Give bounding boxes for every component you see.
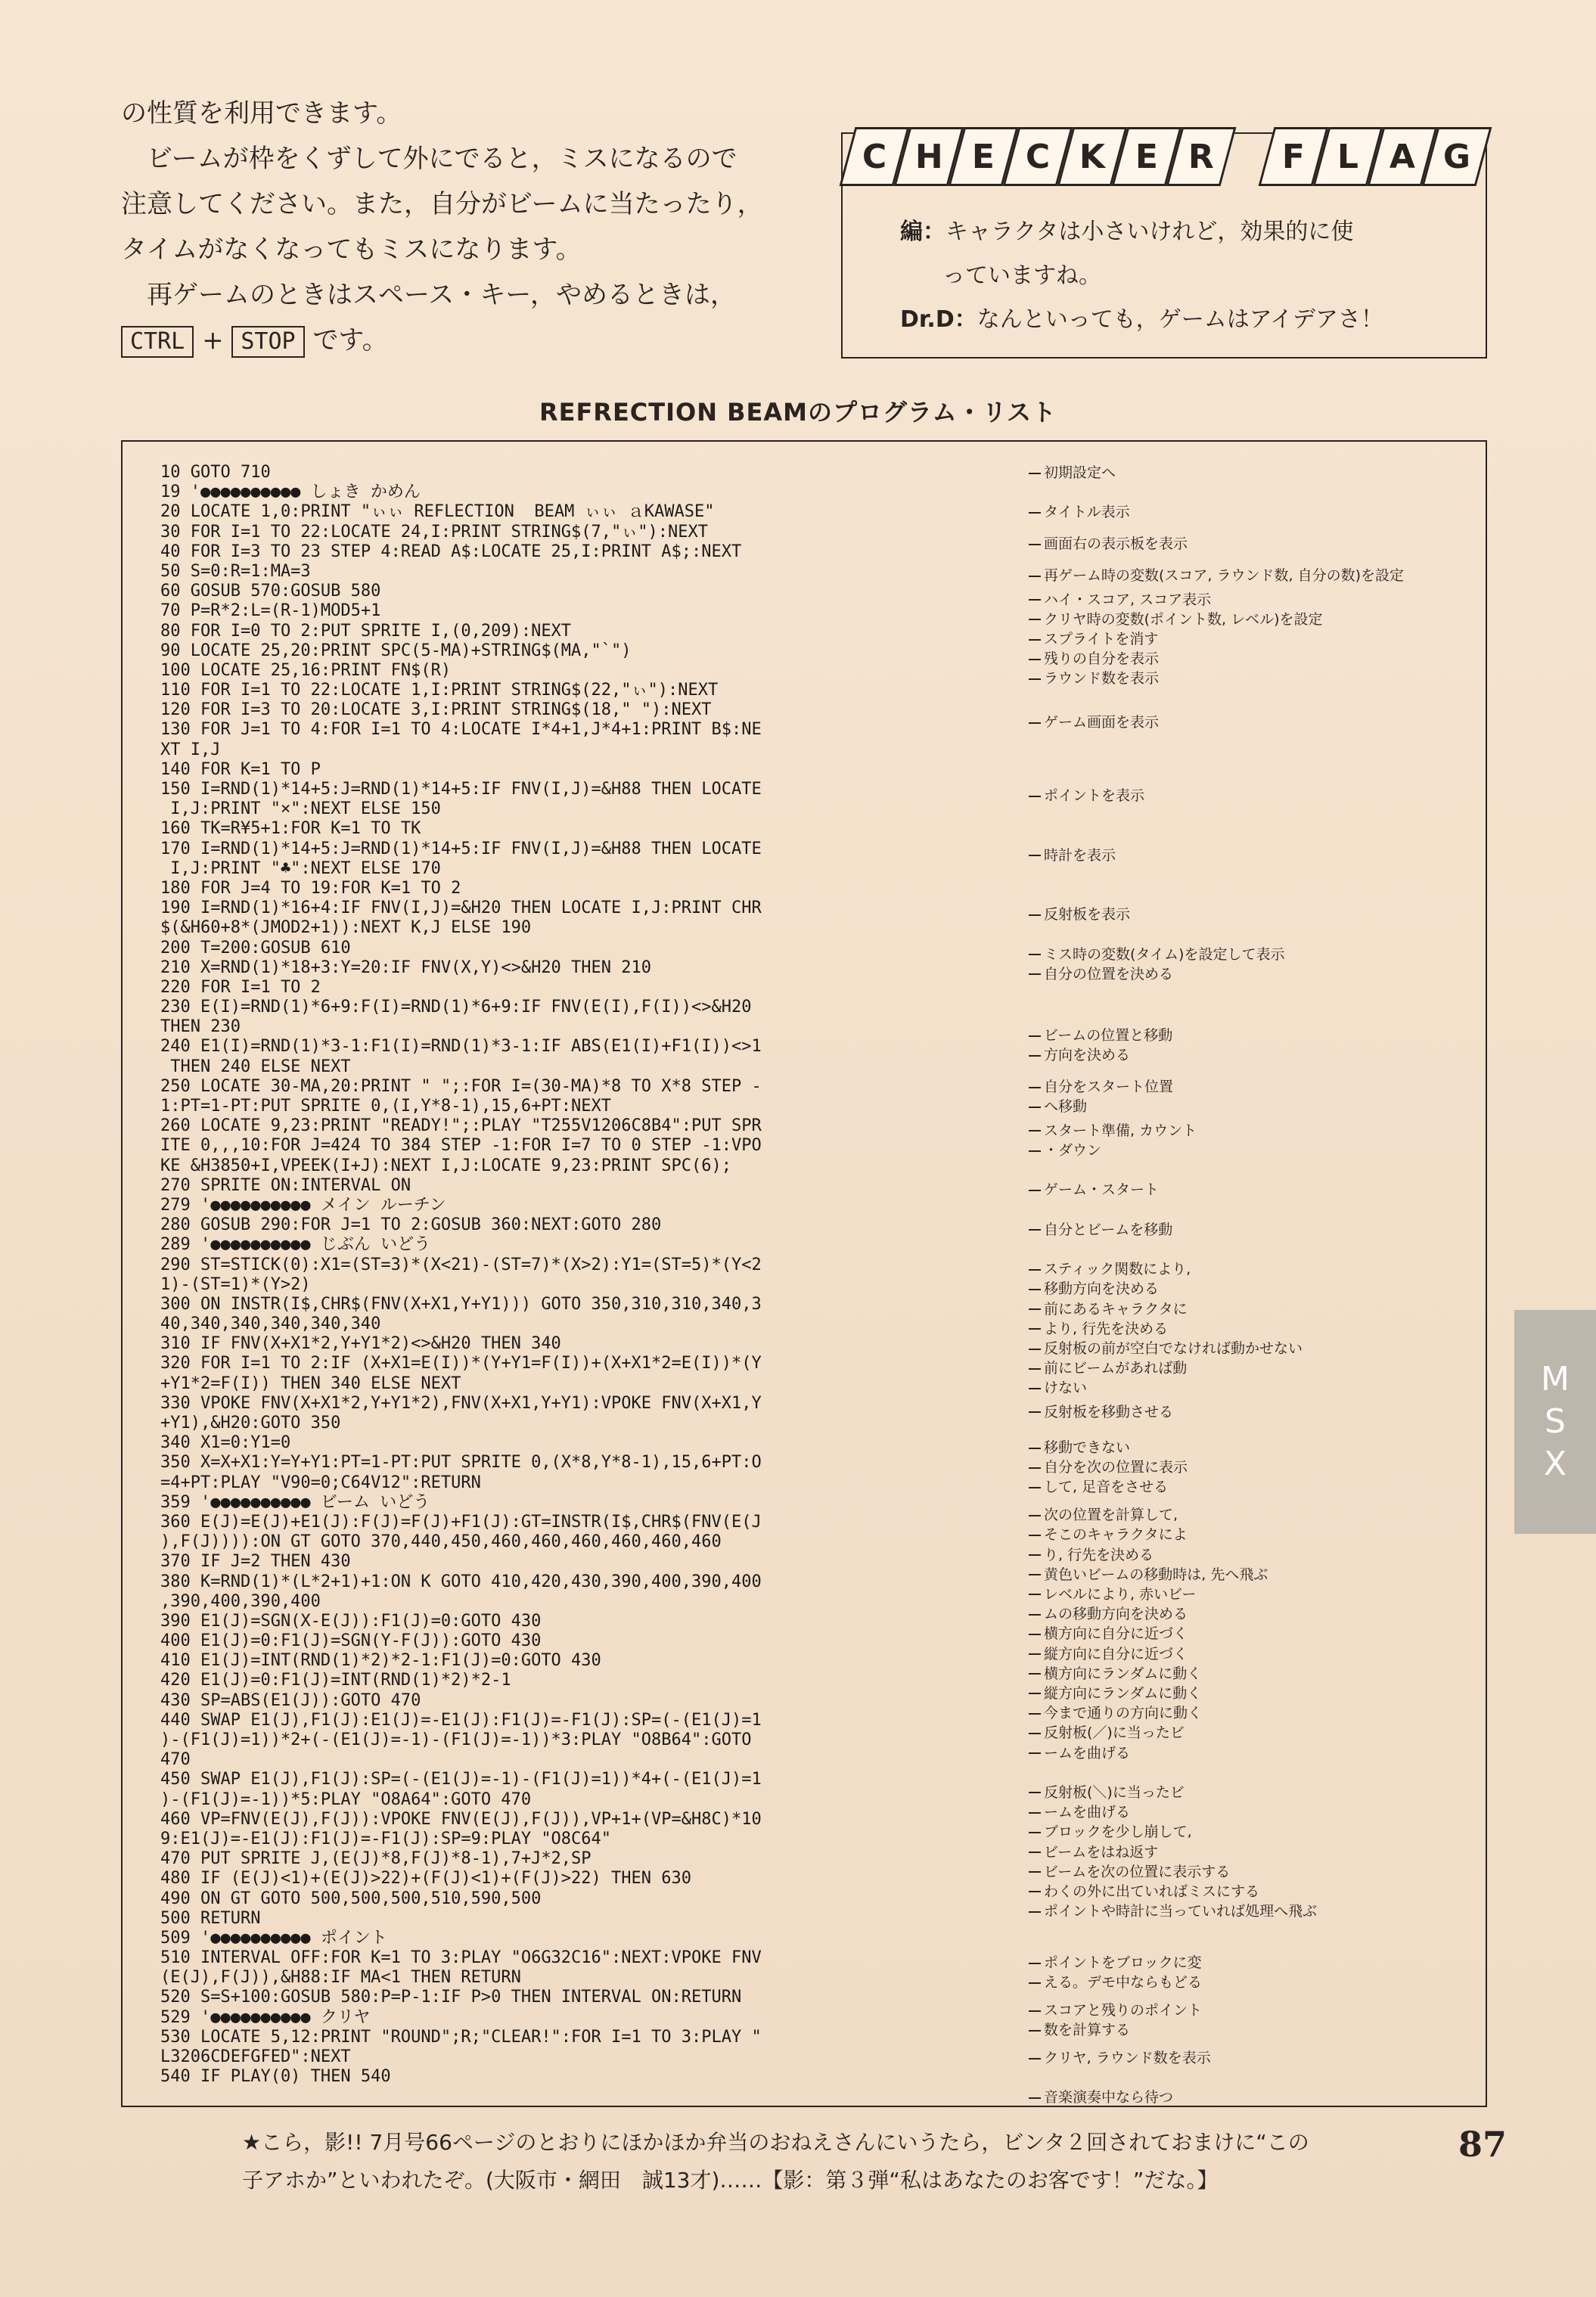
code-annotation: 再ゲーム時の変数(スコア, ラウンド数, 自分の数)を設定 xyxy=(1029,566,1404,585)
code-line: 529 '●●●●●●●●●● クリヤ xyxy=(160,2007,371,2027)
side-tab-letter: S xyxy=(1545,1402,1566,1441)
code-annotation: 残りの自分を表示 xyxy=(1029,649,1159,669)
code-line: 90 LOCATE 25,20:PRINT SPC(5-MA)+STRING$(MA,"`") xyxy=(160,641,632,660)
code-line: $(&H60+8*(JMOD2+1)):NEXT K,J ELSE 190 xyxy=(160,918,532,938)
code-line: 340 X1=0:Y1=0 xyxy=(160,1433,291,1453)
title-letter: H xyxy=(894,127,964,186)
code-annotation: 横方向に自分に近づく xyxy=(1029,1624,1188,1644)
code-line: 30 FOR I=1 TO 22:LOCATE 24,I:PRINT STRING$(7,"ぃ"):NEXT xyxy=(160,522,708,542)
code-annotation: 音楽演奏中なら待つ xyxy=(1029,2087,1173,2107)
code-line: 200 T=200:GOSUB 610 xyxy=(160,938,351,958)
title-letter: R xyxy=(1166,127,1237,186)
code-line: 509 '●●●●●●●●●● ポイント xyxy=(160,1928,387,1948)
code-line: 400 E1(J)=0:F1(J)=SGN(Y-F(J)):GOTO 430 xyxy=(160,1631,542,1651)
code-annotation: 時計を表示 xyxy=(1029,846,1116,865)
code-line: 490 ON GT GOTO 500,500,500,510,590,500 xyxy=(160,1889,542,1908)
code-line: I,J:PRINT "♣":NEXT ELSE 170 xyxy=(160,858,441,878)
code-line: 1:PT=1-PT:PUT SPRITE 0,(I,Y*8-1),15,6+PT:NEXT xyxy=(160,1097,612,1116)
code-line: 10 GOTO 710 xyxy=(160,463,271,482)
intro-line: 注意してください。また，自分がビームに当たったり， xyxy=(121,189,763,219)
code-annotation: 横方向にランダムに動く xyxy=(1029,1664,1201,1684)
code-line: 80 FOR I=0 TO 2:PUT SPRITE I,(0,209):NEXT xyxy=(160,621,572,641)
code-annotation: 移動できない xyxy=(1029,1438,1130,1457)
checker-flag-body xyxy=(900,210,1383,342)
code-annotation: 反射板(＼)に当ったビ xyxy=(1029,1783,1185,1802)
code-line: 540 IF PLAY(0) THEN 540 xyxy=(160,2067,391,2087)
intro-line: 再ゲームのときはスペース・キー，やめるときは， xyxy=(147,280,736,310)
key-instruction xyxy=(121,318,779,363)
code-annotation: ハイ・スコア, スコア表示 xyxy=(1029,590,1211,610)
code-line: 1)-(ST=1)*(Y>2) xyxy=(160,1274,311,1294)
code-annotation: 自分とビームを移動 xyxy=(1029,1220,1172,1240)
intro-text xyxy=(121,91,779,363)
code-line: 50 S=0:R=1:MA=3 xyxy=(160,561,311,581)
code-line: ITE 0,,,10:FOR J=424 TO 384 STEP -1:FOR I=7 TO 0 STEP -1:VPO xyxy=(160,1136,762,1156)
code-annotation: ブロックを少し崩して, xyxy=(1029,1822,1192,1842)
code-annotation: ポイントを表示 xyxy=(1029,786,1144,806)
reader-letter-line: ★こら，影!! 7月号66ページのとおりにほかほか弁当のおねえさんにいうたら，ビンタ２回されておまけに“この xyxy=(242,2130,1309,2155)
code-line: 289 '●●●●●●●●●● じぶん いどう xyxy=(160,1235,431,1255)
code-annotation: ポイントや時計に当っていれば処理へ飛ぶ xyxy=(1029,1901,1317,1921)
code-annotation: 縦方向にランダムに動く xyxy=(1029,1684,1201,1703)
code-line: 250 LOCATE 30-MA,20:PRINT " ";:FOR I=(30-MA)*8 TO X*8 STEP - xyxy=(160,1076,762,1096)
code-annotation: 今まで通りの方向に動く xyxy=(1029,1703,1202,1723)
code-annotation: そこのキャラクタによ xyxy=(1029,1525,1188,1544)
code-line: 470 PUT SPRITE J,(E(J)*8,F(J)*8-1),7+J*2,SP xyxy=(160,1849,592,1869)
title-letter: A xyxy=(1368,127,1438,186)
code-line: 160 TK=R¥5+1:FOR K=1 TO TK xyxy=(160,819,421,839)
code-line: 359 '●●●●●●●●●● ビーム いどう xyxy=(160,1492,430,1512)
code-annotation: クリヤ, ラウンド数を表示 xyxy=(1029,2048,1211,2068)
code-line: 120 FOR I=3 TO 20:LOCATE 3,I:PRINT STRING$(18," "):NEXT xyxy=(160,700,712,720)
code-line: =4+PT:PLAY "V90=0;C64V12":RETURN xyxy=(160,1473,481,1492)
code-annotation: より, 行先を決める xyxy=(1029,1319,1168,1339)
code-annotation: スティック関数により, xyxy=(1029,1259,1191,1279)
code-annotation: スタート準備, カウント xyxy=(1029,1121,1197,1141)
code-line: 100 LOCATE 25,16:PRINT FN$(R) xyxy=(160,660,452,680)
code-annotation: 前にビームがあれば動 xyxy=(1029,1358,1187,1378)
drd-label: Dr.D： xyxy=(900,306,977,333)
code-line: 310 IF FNV(X+X1*2,Y+Y1*2)<>&H20 THEN 340 xyxy=(160,1334,561,1354)
title-letter: C xyxy=(840,127,910,186)
intro-line: ビームが枠をくずして外にでると，ミスになるので xyxy=(147,144,737,174)
code-line: )-(F1(J)=-1))*5:PLAY "O8A64":GOTO 470 xyxy=(160,1789,532,1809)
code-line: +Y1),&H20:GOTO 350 xyxy=(160,1414,341,1433)
code-annotation: クリヤ時の変数(ポイント数, レベル)を設定 xyxy=(1029,610,1323,629)
code-annotation: スコアと残りのポイント xyxy=(1029,2001,1202,2020)
code-line: 230 E(I)=RND(1)*6+9:F(I)=RND(1)*6+9:IF FNV(E(I),F(I))<>&H20 xyxy=(160,998,752,1017)
code-line: THEN 230 xyxy=(160,1017,241,1037)
stop-key: STOP xyxy=(231,326,304,358)
code-annotation: へ移動 xyxy=(1029,1097,1087,1116)
program-listing xyxy=(160,463,1011,2087)
code-line: 510 INTERVAL OFF:FOR K=1 TO 3:PLAY "O6G32C16":NEXT:VPOKE FNV xyxy=(160,1948,762,1968)
code-line: 19 '●●●●●●●●●● しょき かめん xyxy=(160,483,421,502)
ctrl-key: CTRL xyxy=(121,326,194,358)
code-annotation: 次の位置を計算して, xyxy=(1029,1505,1178,1525)
code-annotation: ゲーム画面を表示 xyxy=(1029,712,1159,732)
code-line: 140 FOR K=1 TO P xyxy=(160,759,321,779)
code-line: (E(J),F(J)),&H88:IF MA<1 THEN RETURN xyxy=(160,1968,521,1988)
page-number: 87 xyxy=(1458,2124,1508,2165)
code-line: 320 FOR I=1 TO 2:IF (X+X1=E(I))*(Y+Y1=F(I))+(X+X1*2=E(I))*(Y xyxy=(160,1354,762,1374)
code-line: 240 E1(I)=RND(1)*3-1:F1(I)=RND(1)*3-1:IF ABS(E1(I)+F1(I))<>1 xyxy=(160,1037,762,1057)
code-annotation: レベルにより, 赤いビー xyxy=(1029,1585,1196,1604)
listing-title: REFRECTION BEAMのプログラム・リスト xyxy=(539,398,1057,427)
title-letter: L xyxy=(1313,127,1383,186)
code-line: 380 K=RND(1)*(L*2+1)+1:ON K GOTO 410,420,430,390,400,390,400 xyxy=(160,1572,762,1591)
code-annotation: けない xyxy=(1029,1378,1087,1398)
code-line: 450 SWAP E1(J),F1(J):SP=(-(E1(J)=-1)-(F1(J)=1))*4+(-(E1(J)=1 xyxy=(160,1770,762,1789)
reader-letter xyxy=(242,2124,1422,2199)
code-line: 300 ON INSTR(I$,CHR$(FNV(X+X1,Y+Y1))) GOTO 350,310,310,340,3 xyxy=(160,1294,762,1314)
code-line: 60 GOSUB 570:GOSUB 580 xyxy=(160,582,381,601)
code-line: 290 ST=STICK(0):X1=(ST=3)*(X<21)-(ST=7)*(X>2):Y1=(ST=5)*(Y<2 xyxy=(160,1255,762,1274)
code-annotation: スプライトを消す xyxy=(1029,629,1158,649)
code-annotation: ームを曲げる xyxy=(1029,1802,1130,1822)
code-line: )-(F1(J)=1))*2+(-(E1(J)=-1)-(F1(J)=-1))*3:PLAY "O8B64":GOTO xyxy=(160,1731,752,1749)
code-annotation: り, 行先を決める xyxy=(1029,1545,1154,1565)
code-line: 280 GOSUB 290:FOR J=1 TO 2:GOSUB 360:NEXT:GOTO 280 xyxy=(160,1215,662,1235)
title-letter: C xyxy=(1003,127,1073,186)
title-letter: K xyxy=(1057,127,1128,186)
code-line: 530 LOCATE 5,12:PRINT "ROUND";R;"CLEAR!":FOR I=1 TO 3:PLAY " xyxy=(160,2027,762,2047)
code-annotation: 移動方向を決める xyxy=(1029,1279,1159,1299)
code-annotation: して, 足音をさせる xyxy=(1029,1477,1168,1497)
code-line: 330 VPOKE FNV(X+X1*2,Y+Y1*2),FNV(X+X1,Y+Y1):VPOKE FNV(X+X1,Y xyxy=(160,1393,762,1413)
code-annotation: タイトル表示 xyxy=(1029,502,1130,522)
editor-label: 編： xyxy=(900,219,945,245)
code-line: 440 SWAP E1(J),F1(J):E1(J)=-E1(J):F1(J)=-F1(J):SP=(-(E1(J)=1 xyxy=(160,1710,762,1730)
code-annotation: ビームを次の位置に表示する xyxy=(1029,1862,1230,1882)
plus-sign: + xyxy=(202,325,224,355)
code-line: 9:E1(J)=-E1(J):F1(J)=-F1(J):SP=9:PLAY "O8C64" xyxy=(160,1829,612,1848)
code-annotation: 自分をスタート位置 xyxy=(1029,1077,1173,1097)
code-line: 520 S=S+100:GOSUB 580:P=P-1:IF P>0 THEN INTERVAL ON:RETURN xyxy=(160,1988,742,2007)
side-tab-letter: M xyxy=(1541,1360,1570,1398)
code-annotation: 自分を次の位置に表示 xyxy=(1029,1457,1188,1477)
code-line: 470 xyxy=(160,1750,191,1770)
code-annotation: ビームの位置と移動 xyxy=(1029,1026,1172,1045)
title-letter: E xyxy=(949,127,1019,186)
code-annotation: ポイントをブロックに変 xyxy=(1029,1953,1202,1973)
code-annotation: 自分の位置を決める xyxy=(1029,964,1173,984)
code-annotation: ビームをはね返す xyxy=(1029,1842,1158,1862)
code-line: 220 FOR I=1 TO 2 xyxy=(160,977,321,997)
code-line: 270 SPRITE ON:INTERVAL ON xyxy=(160,1175,411,1195)
code-annotation: ラウンド数を表示 xyxy=(1029,669,1159,688)
title-letter: G xyxy=(1422,127,1492,186)
code-line: 460 VP=FNV(E(J),F(J)):VPOKE FNV(E(J),F(J)),VP+1+(VP=&H8C)*10 xyxy=(160,1809,762,1829)
code-annotation: 反射板の前が空白でなければ動かせない xyxy=(1029,1339,1303,1358)
code-annotation: 反射板を移動させる xyxy=(1029,1402,1173,1422)
code-annotation: ームを曲げる xyxy=(1029,1743,1130,1763)
code-annotation: 画面右の表示板を表示 xyxy=(1029,534,1188,554)
code-line: 350 X=X+X1:Y=Y+Y1:PT=1-PT:PUT SPRITE 0,(X*8,Y*8-1),15,6+PT:O xyxy=(160,1453,762,1473)
code-line: 130 FOR J=1 TO 4:FOR I=1 TO 4:LOCATE I*4+1,J*4+1:PRINT B$:NE xyxy=(160,720,762,740)
code-line: 170 I=RND(1)*14+5:J=RND(1)*14+5:IF FNV(I,J)=&H88 THEN LOCATE xyxy=(160,839,762,858)
key-suffix: です。 xyxy=(312,325,388,355)
code-annotation: 方向を決める xyxy=(1029,1045,1130,1065)
code-line: 180 FOR J=4 TO 19:FOR K=1 TO 2 xyxy=(160,878,461,898)
code-annotation: 反射板を表示 xyxy=(1029,905,1130,924)
code-annotation: わくの外に出ていればミスにする xyxy=(1029,1882,1259,1901)
code-line: 480 IF (E(J)<1)+(E(J)>22)+(F(J)<1)+(F(J)>22) THEN 630 xyxy=(160,1869,691,1889)
code-annotation: 縦方向に自分に近づく xyxy=(1029,1644,1188,1664)
title-letter: F xyxy=(1259,127,1329,186)
code-line: 110 FOR I=1 TO 22:LOCATE 1,I:PRINT STRING$(22,"ぃ"):NEXT xyxy=(160,681,719,700)
title-letter: E xyxy=(1112,127,1182,186)
intro-line: タイムがなくなってもミスになります。 xyxy=(121,234,582,265)
code-annotation: ゲーム・スタート xyxy=(1029,1180,1159,1200)
intro-line: の性質を利用できます。 xyxy=(121,98,402,129)
code-annotation: ムの移動方向を決める xyxy=(1029,1604,1188,1624)
reader-letter-line: 子アホか”といわれたぞ。(大阪市・網田 誠13才)……【影：第３弾“私はあなたのお客です！”だな。】 xyxy=(242,2168,1219,2193)
code-line: 370 IF J=2 THEN 430 xyxy=(160,1552,351,1572)
code-line: 210 X=RND(1)*18+3:Y=20:IF FNV(X,Y)<>&H20 THEN 210 xyxy=(160,958,652,977)
editor-comment-cont: っていますね。 xyxy=(942,262,1101,289)
code-line: 420 E1(J)=0:F1(J)=INT(RND(1)*2)*2-1 xyxy=(160,1671,511,1690)
code-annotation: 前にあるキャラクタに xyxy=(1029,1299,1188,1319)
code-line: 20 LOCATE 1,0:PRINT "ぃぃ REFLECTION BEAM ぃぃ ａKAWASE" xyxy=(160,502,715,522)
code-line: 70 P=R*2:L=(R-1)MOD5+1 xyxy=(160,601,381,621)
code-line: XT I,J xyxy=(160,740,221,759)
code-line: 500 RETURN xyxy=(160,1908,261,1928)
code-annotation: 反射板(／)に当ったビ xyxy=(1029,1723,1185,1743)
code-line: 390 E1(J)=SGN(X-E(J)):F1(J)=0:GOTO 430 xyxy=(160,1611,542,1631)
code-annotation: ミス時の変数(タイム)を設定して表示 xyxy=(1029,945,1284,964)
code-line: 430 SP=ABS(E1(J)):GOTO 470 xyxy=(160,1690,421,1710)
code-line: 150 I=RND(1)*14+5:J=RND(1)*14+5:IF FNV(I,J)=&H88 THEN LOCATE xyxy=(160,780,762,799)
code-line: 40 FOR I=3 TO 23 STEP 4:READ A$:LOCATE 25,I:PRINT A$;:NEXT xyxy=(160,542,742,561)
code-line: THEN 240 ELSE NEXT xyxy=(160,1057,351,1076)
code-line: 279 '●●●●●●●●●● メイン ルーチン xyxy=(160,1195,446,1215)
checker-flag-title xyxy=(847,127,1484,186)
code-annotation: 黄色いビームの移動時は, 先へ飛ぶ xyxy=(1029,1565,1268,1585)
code-line: 360 E(J)=E(J)+E1(J):F(J)=F(J)+F1(J):GT=INSTR(I$,CHR$(FNV(E(J xyxy=(160,1512,762,1532)
code-line: 260 LOCATE 9,23:PRINT "READY!";:PLAY "T255V1206C8B4":PUT SPR xyxy=(160,1116,762,1136)
code-line: ),F(J)))):ON GT GOTO 370,440,450,460,460,460,460,460,460 xyxy=(160,1532,722,1552)
msx-side-tab xyxy=(1514,1310,1596,1534)
code-line: ,390,400,390,400 xyxy=(160,1591,321,1611)
code-annotation: 初期設定へ xyxy=(1029,463,1116,483)
editor-comment: キャラクタは小さいけれど，効果的に使 xyxy=(945,219,1354,245)
code-annotation: ・ダウン xyxy=(1029,1141,1101,1160)
code-line: KE &H3850+I,VPEEK(I+J):NEXT I,J:LOCATE 9,23:PRINT SPC(6); xyxy=(160,1156,731,1175)
code-line: L3206CDEFGFED":NEXT xyxy=(160,2047,351,2066)
code-line: 410 E1(J)=INT(RND(1)*2)*2-1:F1(J)=0:GOTO 430 xyxy=(160,1651,601,1671)
code-line: I,J:PRINT "×":NEXT ELSE 150 xyxy=(160,799,441,819)
code-line: +Y1*2=F(I)) THEN 340 ELSE NEXT xyxy=(160,1374,461,1393)
code-annotation: 数を計算する xyxy=(1029,2020,1130,2040)
code-annotation: える。デモ中ならもどる xyxy=(1029,1973,1202,1992)
drd-comment: なんといっても，ゲームはアイデアさ！ xyxy=(977,306,1384,333)
code-line: 40,340,340,340,340,340 xyxy=(160,1315,381,1334)
side-tab-letter: X xyxy=(1543,1445,1567,1483)
code-line: 190 I=RND(1)*16+4:IF FNV(I,J)=&H20 THEN LOCATE I,J:PRINT CHR xyxy=(160,899,762,918)
